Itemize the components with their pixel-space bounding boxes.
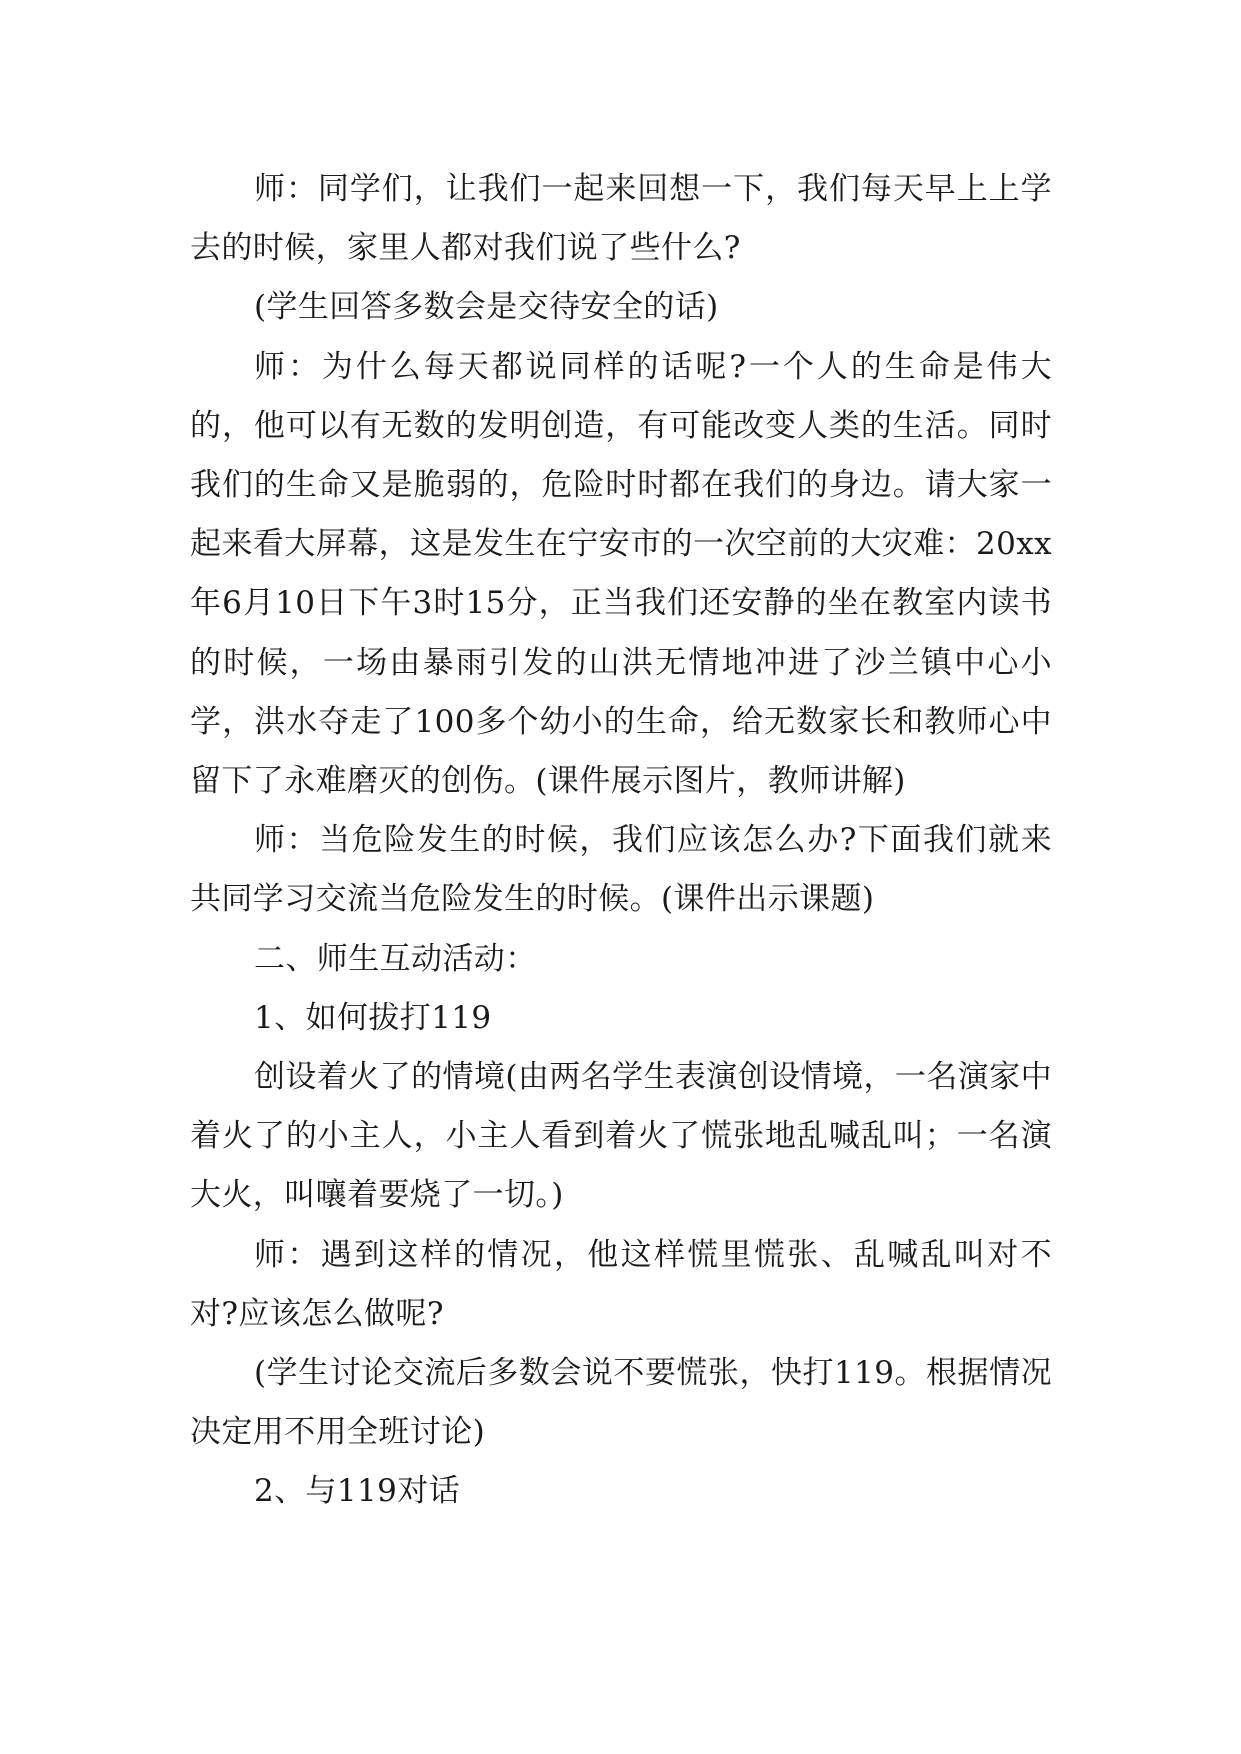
paragraph-student-discussion: (学生讨论交流后多数会说不要慌张，快打119。根据情况决定用不用全班讨论) — [190, 1355, 1052, 1451]
paragraph-teacher-disaster-story: 师：为什么每天都说同样的话呢?一个人的生命是伟大的，他可以有无数的发明创造，有可能改变人类的生活。同时我们的生命又是脆弱的，危险时时都在我们的身边。请大家一起来看大屏幕，这是发生在宁安市的一次空前的大灾难：20xx年6月10日下午3时15分，正当我们还安静的坐在教室内读书的时候，一场由暴雨引发的山洪无情地冲进了沙兰镇中心小学，洪水夺走了100多个幼小的生命，给无数家长和教师心中留下了永难磨灭的创伤。(课件展示图片，教师讲解) — [190, 348, 1052, 800]
subsection-heading-talk-119: 2、与119对话 — [254, 1473, 461, 1510]
document-body — [190, 160, 1052, 1522]
paragraph-teacher-followup: 师：遇到这样的情况，他这样慌里慌张、乱喊乱叫对不对?应该怎么做呢? — [190, 1236, 1052, 1332]
paragraph-student-answer: (学生回答多数会是交待安全的话) — [254, 289, 719, 326]
paragraph-teacher-question: 师：同学们，让我们一起来回想一下，我们每天早上上学去的时候，家里人都对我们说了些什么? — [190, 171, 1052, 267]
section-heading-interaction: 二、师生互动活动： — [254, 940, 537, 977]
paragraph-teacher-topic-intro: 师：当危险发生的时候，我们应该怎么办?下面我们就来共同学习交流当危险发生的时候。(课件出示课题) — [190, 822, 1052, 918]
paragraph-fire-scenario: 创设着火了的情境(由两名学生表演创设情境，一名演家中着火了的小主人，小主人看到着火了慌张地乱喊乱叫；一名演大火，叫嚷着要烧了一切。) — [190, 1059, 1052, 1214]
subsection-heading-dial-119: 1、如何拔打119 — [254, 999, 492, 1036]
